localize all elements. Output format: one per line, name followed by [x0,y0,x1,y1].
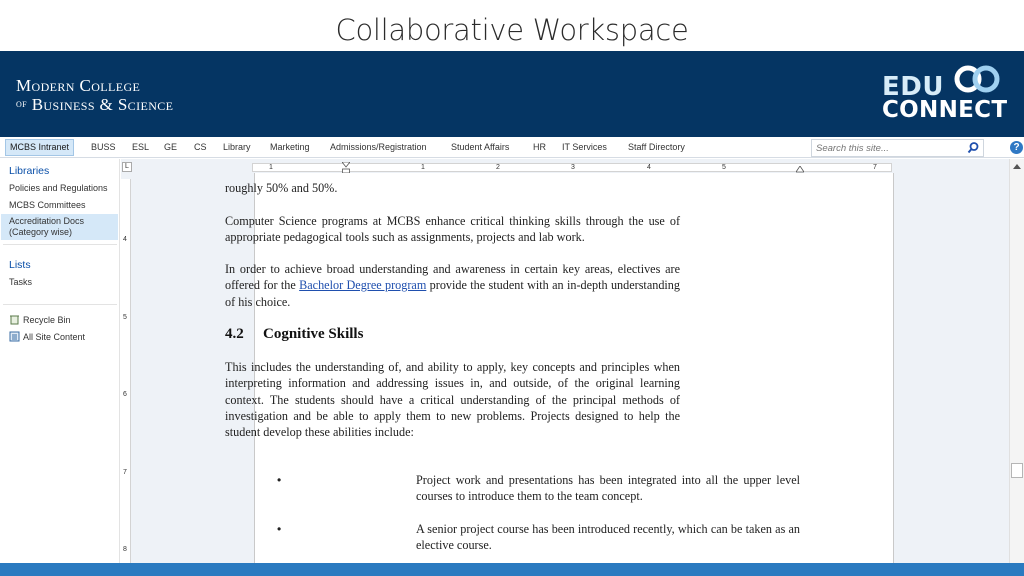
slide-title: Collaborative Workspace [335,13,689,47]
ruler-number: 5 [123,314,127,321]
help-icon[interactable]: ? [1010,141,1023,154]
horizontal-ruler[interactable] [252,163,892,172]
chain-link-icon [948,62,1006,98]
ruler-number: 6 [123,391,127,398]
tab-buss[interactable]: BUSS [91,142,116,152]
tab-hr[interactable]: HR [533,142,546,152]
ql-item-accreditation[interactable] [1,214,118,240]
doc-text-run: In order to achieve broad understanding and awareness in certain key areas, electives are offered for the [225,262,680,293]
search-icon[interactable] [965,141,981,155]
quick-launch-sidebar [0,159,120,563]
tab-staff-directory[interactable]: Staff Directory [628,142,685,152]
tab-cs[interactable]: CS [194,142,207,152]
bullet-marker: • [277,473,282,487]
section-heading [225,326,363,343]
tab-admissions[interactable]: Admissions/Registration [330,142,427,152]
site-content-icon [9,331,20,342]
footer-bar [0,563,1024,576]
recycle-bin-icon [9,314,20,325]
college-name-line1: Modern College [16,76,141,95]
ruler-number: 3 [571,164,575,171]
tab-it-services[interactable]: IT Services [562,142,607,152]
vertical-scrollbar[interactable] [1009,159,1024,563]
doc-text-run: provide the student with an in-depth understanding of his choice. [225,278,680,309]
college-name-of: of [16,98,28,110]
ql-item-accreditation-line1: Accreditation Docs [9,216,85,226]
ruler-number: 1 [421,164,425,171]
section-title: Cognitive Skills [263,326,364,342]
bullet-item: Project work and presentations has been integrated into all the upper level courses to introduce them to the team concept. [416,473,800,504]
ql-item-recycle-bin[interactable] [9,314,71,326]
vertical-ruler[interactable] [121,179,131,563]
ruler-number: 8 [123,546,127,553]
tab-ge[interactable]: GE [164,142,178,152]
right-indent-marker-icon[interactable] [796,166,804,173]
ruler-number: 2 [496,164,500,171]
ruler-number: 4 [123,236,127,243]
doc-paragraph: roughly 50% and 50%. [225,181,338,195]
doc-paragraph: Computer Science programs at MCBS enhance critical thinking skills through the use of appropriate pedagogical tools such as assignments, projects and lab work. [225,214,680,245]
doc-paragraph: This includes the understanding of, and ability to apply, key concepts and principles when interpreting information and addressing issues in, and outside, of the original learning context. The students should have a critical understanding of the principal methods of investigation and be able to apply them to new problems. Projects designed to help the student develop these abilities include: [225,360,680,440]
tab-mcbs-intranet[interactable]: MCBS Intranet [5,139,74,156]
bullet-marker: • [277,522,282,536]
ql-all-site-content-label: All Site Content [23,332,86,342]
site-banner [0,51,1024,137]
college-logo[interactable] [16,76,173,114]
tab-library[interactable]: Library [223,142,251,152]
ruler-number: 7 [123,469,127,476]
site-search [811,139,984,157]
ruler-number: 1 [269,164,273,171]
tab-stop-selector[interactable]: L [122,162,132,172]
bachelor-degree-link[interactable]: Bachelor Degree program [299,278,427,293]
ql-item-accreditation-line2: (Category wise) [9,227,73,237]
ql-item-policies[interactable]: Policies and Regulations [9,183,108,193]
ql-recycle-bin-label: Recycle Bin [23,315,71,325]
college-name-line2 [16,95,173,114]
educonnect-logo [880,60,1010,126]
scroll-up-arrow-icon[interactable] [1011,161,1023,173]
ruler-number: 7 [873,164,877,171]
doc-paragraph [225,261,680,310]
search-input[interactable] [812,140,962,156]
ql-item-committees[interactable]: MCBS Committees [9,200,86,210]
section-number: 4.2 [225,326,244,342]
ql-item-tasks[interactable]: Tasks [9,277,33,287]
libraries-heading[interactable]: Libraries [9,165,50,177]
ruler-number: 5 [722,164,726,171]
edu-word: EDU [882,72,944,102]
lists-heading[interactable]: Lists [9,259,31,271]
scroll-thumb[interactable] [1011,463,1023,478]
bullet-item: A senior project course has been introduced recently, which can be taken as an elective course. [416,522,800,553]
ruler-number: 4 [647,164,651,171]
ql-divider [3,244,117,245]
ql-item-all-site-content[interactable] [9,331,85,343]
tab-student-affairs[interactable]: Student Affairs [451,142,510,152]
tab-marketing[interactable]: Marketing [270,142,310,152]
tab-esl[interactable]: ESL [132,142,150,152]
ql-divider [3,304,117,305]
connect-word: CONNECT [882,97,1008,123]
college-name-bs: Business & Science [31,95,174,114]
